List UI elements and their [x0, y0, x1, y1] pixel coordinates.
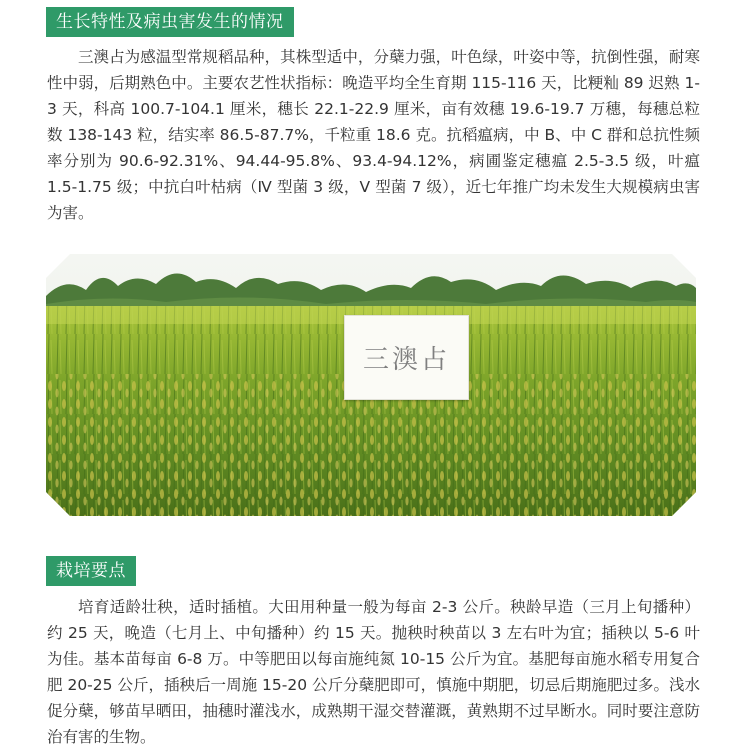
growth-paragraph: 三澳占为感温型常规稻品种，其株型适中，分蘖力强，叶色绿，叶姿中等，抗倒性强，耐寒性中弱，后期熟色中。主要农艺性状指标：晚造平均全生育期 115-116 天，比粳籼 89 迟熟 1-3 天，科高 100.7-104.1 厘米，穗长 22.1-22.9 厘米，亩有效穗 19.6-19.7 万穗，每穗总粒数 138-143 粒，结实率 86.5-87.7%，千粒重 18.6 克。抗稻瘟病，中 B、中 C 群和总抗性频率分别为 90.6-92.31%、94.44-95.8%、93.4-94.12%，病圃鉴定穗瘟 2.5-3.5 级，叶瘟 1.5-1.75 级；中抗白叶枯病（Ⅳ 型菌 3 级，Ⅴ 型菌 7 级），近七年推广均未发生大规模病虫害为害。	[47, 48, 700, 222]
variety-sign	[344, 315, 469, 400]
variety-sign-text: 三澳占	[362, 345, 450, 375]
section-title-cultivation: 栽培要点	[46, 556, 136, 586]
section-title-growth: 生长特性及病虫害发生的情况	[46, 7, 294, 37]
cultivation-paragraph: 培育适龄壮秧，适时插植。大田用种量一般为每亩 2-3 公斤。秧龄早造（三月上旬播种）约 25 天，晚造（七月上、中旬播种）约 15 天。抛秧时秧苗以 3 左右叶为宜；插秧以 5-6 叶为佳。基本苗每亩 6-8 万。中等肥田以每亩施纯氮 10-15 公斤为宜。基肥每亩施水稻专用复合肥 20-25 公斤，插秧后一周施 15-20 公斤分蘖肥即可，慎施中期肥，切忌后期施肥过多。浅水促分蘖，够苗早晒田，抽穗时灌浅水，成熟期干湿交替灌溉，黄熟期不过早断水。同时要注意防治有害的生物。	[47, 598, 700, 746]
